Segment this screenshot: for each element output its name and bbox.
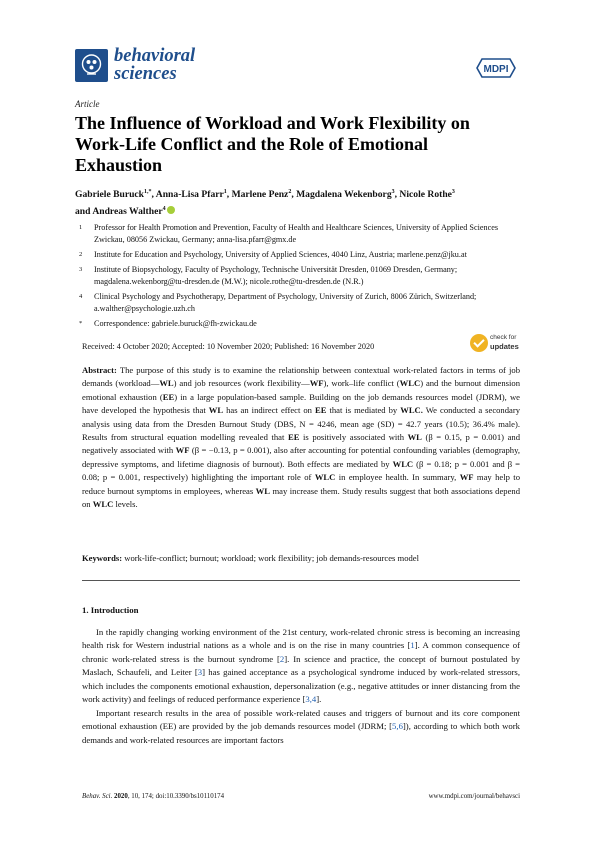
author-name[interactable]: , Marlene Penz: [226, 189, 289, 201]
abstract-term: WF: [309, 378, 324, 389]
publisher-logo[interactable]: [476, 58, 516, 78]
abstract-term: EE: [287, 432, 300, 443]
affiliation-text: Professor for Health Promotion and Prevention, Faculty of Health and Healthcare Sciences, University of Applied Sciences Zwickau, 08056 Zwickau, Germany; anna-lisa.pfarr@gmx.de: [94, 223, 499, 244]
keywords-text: work-life-conflict; burnout; workload; work flexibility; job demands-resources model: [122, 553, 419, 563]
paragraph-text: ]), according to which both work demands and work-related resources are important factors: [82, 721, 520, 745]
abstract-term: WL: [159, 378, 174, 389]
abstract-term: WL: [208, 405, 224, 416]
affiliation-text: Clinical Psychology and Psychotherapy, Department of Psychology, University of Zurich, 8006 Zürich, Switzerland; a.walther@psychologie.uzh.ch: [94, 292, 477, 313]
citation-link[interactable]: 5,6: [392, 721, 403, 732]
author-name[interactable]: , Nicole Rothe: [394, 189, 452, 201]
citation-link[interactable]: 3,4: [305, 694, 317, 705]
publisher-name: MDPI: [483, 64, 509, 75]
abstract: [82, 364, 520, 511]
abstract-text: ) and job resources (work flexibility—: [173, 378, 310, 389]
affiliation-text: Correspondence: gabriele.buruck@fh-zwickau.de: [94, 319, 257, 329]
mdpi-logo-icon: [476, 58, 516, 78]
author-affil-mark: 2: [288, 189, 292, 195]
paragraph-text: Important research results in the area of possible work-related causes and triggers of burnout and its core component emotional exhaustion (EE) are provided by the job demands resources model (JDRM; [: [82, 707, 520, 732]
author-affil-mark: 3: [451, 189, 455, 195]
affiliation-mark: 2: [79, 251, 83, 258]
keywords: [82, 553, 520, 563]
citation-link[interactable]: 2: [279, 653, 285, 664]
citation-link[interactable]: 3: [197, 667, 203, 678]
abstract-text: ) in a large population-based sample. Building on the job demands resources model (JDRM), we have developed the hypothesis that: [82, 391, 520, 416]
affiliation-mark: *: [79, 320, 83, 328]
abstract-text: that is mediated by: [326, 405, 401, 416]
paragraph: [82, 626, 520, 707]
author-name[interactable]: , Anna-Lisa Pfarr: [151, 189, 224, 201]
author-affil-mark: 1,*: [144, 189, 152, 195]
author-name[interactable]: Gabriele Buruck: [75, 189, 145, 201]
abstract-text: is positively associated with: [299, 432, 408, 443]
affiliation-item: [75, 264, 520, 288]
journal-title-line1: behavioral: [114, 46, 196, 66]
abstract-text: (β = −0.13, p = 0.001), also after accounting for potential confounding variables (demography, depressive symptoms, and lifetime diagnosis of burnout). Both effects are mediated by: [82, 445, 520, 469]
abstract-text: (β = 0.15, p = 0.001) and negatively associated with: [82, 432, 520, 456]
abstract-term: WF: [459, 472, 474, 483]
footer-citation: [82, 793, 224, 800]
abstract-term: WF: [175, 445, 190, 456]
affiliation-item: [75, 291, 520, 315]
paper-title: The Influence of Workload and Work Flexibility on Work-Life Conflict and the Role of Emotional Exhaustion: [75, 113, 470, 175]
author-list: [75, 185, 520, 219]
author-name[interactable]: and Andreas Walther: [75, 206, 163, 218]
paragraph-text: ].: [316, 694, 322, 705]
journal-logo-icon: [75, 49, 108, 82]
check-for-updates-button[interactable]: [470, 333, 522, 355]
author-name[interactable]: , Magdalena Wekenborg: [291, 189, 392, 201]
affiliations: [75, 222, 520, 333]
author-affil-mark: 4: [162, 206, 166, 213]
section-heading: 1. Introduction: [82, 605, 139, 615]
publication-dates: Received: 4 October 2020; Accepted: 10 November 2020; Published: 16 November 2020: [82, 342, 375, 351]
footer-journal: Behav. Sci.: [82, 793, 113, 800]
section-divider: [82, 580, 520, 581]
author-affil-mark: 3: [391, 189, 395, 195]
affiliation-mark: 1: [79, 224, 83, 231]
author-affil-mark: 1: [223, 189, 227, 195]
journal-title[interactable]: [114, 47, 244, 83]
journal-title-line2: sciences: [114, 64, 177, 84]
affiliation-item: [75, 249, 520, 261]
abstract-term: EE: [314, 405, 327, 416]
article-type: Article: [75, 99, 100, 109]
affiliation-mark: 3: [79, 266, 83, 274]
affiliation-item: [75, 222, 520, 246]
abstract-term: WLC: [392, 458, 414, 469]
keywords-label: Keywords:: [82, 553, 123, 563]
abstract-text: levels.: [113, 499, 138, 510]
checkmark-icon: [470, 334, 488, 352]
paragraph-text: ]. In science and practice, the concept of burnout postulated by Maslach, Schaufeli, and Leiter [: [82, 653, 520, 678]
paragraph-text: In the rapidly changing working environment of the 21st century, work-related chronic stress is becoming an increasing health risk for Western industrial nations as a whole and is on the rise in many countries [: [82, 627, 520, 651]
paragraph-text: ]. A common consequence of chronic work-related stress is the burnout syndrome [: [82, 640, 520, 664]
abstract-term: EE: [162, 391, 175, 402]
abstract-term: WLC: [92, 499, 114, 510]
footer-url[interactable]: www.mdpi.com/journal/behavsci: [428, 793, 520, 800]
abstract-text: may help to reduce burnout symptoms in employees, whereas: [82, 472, 520, 496]
abstract-term: WL: [407, 432, 422, 443]
abstract-text: ) and the burnout dimension emotional exhaustion (: [82, 378, 520, 402]
abstract-text: The purpose of this study is to examine the relationship between contextual work-related factors in terms of job demands (workload—: [82, 365, 520, 389]
orcid-icon[interactable]: [167, 206, 175, 214]
introduction-body: [82, 626, 520, 747]
abstract-text: (β = 0.18; p = 0.001 and β = 0.08; p = 0.001, respectively) highlighting the important role of: [82, 458, 521, 483]
footer-doi[interactable]: , 10, 174; doi:10.3390/bs10110174: [127, 793, 225, 800]
citation-link[interactable]: 1: [410, 640, 415, 651]
abstract-text: ), work–life conflict (: [323, 378, 400, 389]
abstract-term: WL: [255, 485, 270, 496]
paragraph-text: ] has gained acceptance as a psychological syndrome induced by work-related stressors, which includes the components emotional exhaustion, depersonalization (e.g., negative attitudes or inner distancing from the work activity) and feelings of reduced performance experience [: [82, 667, 520, 705]
abstract-label: Abstract:: [82, 365, 117, 375]
footer-year: 2020: [114, 793, 128, 800]
abstract-term: WLC.: [400, 405, 423, 416]
abstract-text: We conducted a secondary analysis using data from the Dresden Burnout Study (DBS, N = 4246, mean age (SD) = 42.7 years (10.5); 36.4% male). Results from structural equation modelling revealed that: [82, 405, 521, 443]
affiliation-text: Institute for Education and Psychology, University of Applied Sciences, 4040 Linz, Austria; marlene.penz@jku.at: [94, 250, 467, 259]
paragraph: [82, 707, 520, 747]
check-label-bottom: updates: [490, 342, 519, 351]
affiliation-item: [75, 318, 520, 330]
abstract-text: in employee health. In summary,: [335, 472, 460, 483]
abstract-term: WLC: [314, 472, 336, 483]
abstract-term: WLC: [399, 378, 421, 389]
abstract-text: has an indirect effect on: [223, 405, 315, 416]
affiliation-mark: 4: [79, 293, 83, 301]
check-label-top: check for: [490, 334, 517, 341]
affiliation-text: Institute of Biopsychology, Faculty of Psychology, Technische Universität Dresden, 01069 Dresden, Germany; magdalena.wekenborg@tu-dresden.de (M.W.); nicole.rothe@tu-dresden.de (N.R.): [94, 265, 458, 286]
abstract-text: may increase them. Study results suggest that both associations depend on: [82, 485, 520, 510]
